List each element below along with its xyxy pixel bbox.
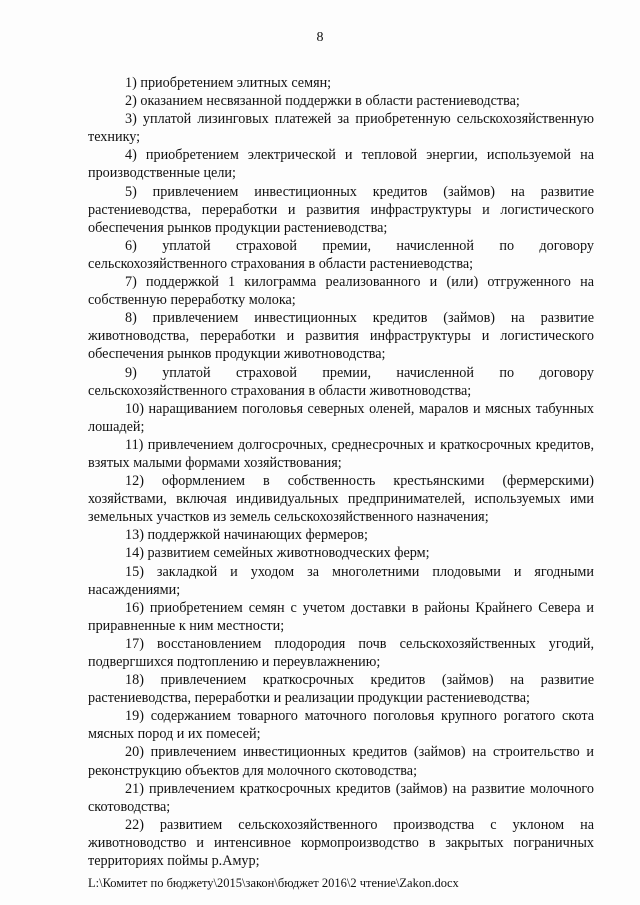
footer-file-path: L:\Комитет по бюджету\2015\закон\бюджет 2016\2 чтение\Zakon.docx — [88, 876, 459, 890]
list-item: 4) приобретением электрической и тепловой энергии, используемой на производственные цели; — [88, 147, 594, 182]
list-item: 21) привлечением краткосрочных кредитов (займов) на развитие молочного скотоводства; — [88, 780, 594, 815]
list-item: 15) закладкой и уходом за многолетними плодовыми и ягодными насаждениями; — [88, 563, 594, 598]
list-item: 12) оформлением в собственность крестьянскими (фермерскими) хозяйствами, включая индивидуальных предпринимателей, используемых ими земельных участков из земель сельскохозяйственного назначения; — [88, 473, 594, 526]
list-item: 6) уплатой страховой премии, начисленной по договору сельскохозяйственного страхования в области растениеводства; — [88, 237, 594, 272]
list-item: 1) приобретением элитных семян; — [125, 75, 332, 91]
list-item: 14) развитием семейных животноводческих ферм; — [125, 545, 430, 562]
list-item: 5) привлечением инвестиционных кредитов (займов) на развитие растениеводства, переработки и развития инфраструктуры и логистического обеспечения рынков продукции растениеводства; — [88, 183, 594, 236]
list-item: 9) уплатой страховой премии, начисленной по договору сельскохозяйственного страхования в области животноводства; — [88, 364, 594, 399]
list-item: 10) наращиванием поголовья северных оленей, маралов и мясных табунных лошадей; — [88, 400, 594, 435]
list-item: 11) привлечением долгосрочных, среднесрочных и краткосрочных кредитов, взятых малыми формами хозяйствования; — [88, 436, 594, 471]
list-item: 22) развитием сельскохозяйственного производства с уклоном на животноводство и интенсивное кормопроизводство в закрытых пограничных территориях поймы р.Амур; — [88, 816, 594, 870]
list-item: 3) уплатой лизинговых платежей за приобретенную сельскохозяйственную технику; — [88, 111, 594, 146]
list-item: 19) содержанием товарного маточного поголовья крупного рогатого скота мясных пород и их помесей; — [88, 708, 594, 743]
list-item: 16) приобретением семян с учетом доставки в районы Крайнего Севера и приравненные к ним местности; — [88, 599, 594, 634]
list-item: 13) поддержкой начинающих фермеров; — [125, 527, 368, 544]
list-item: 8) привлечением инвестиционных кредитов (займов) на развитие животноводства, переработки и развития инфраструктуры и логистического обеспечения рынков продукции животноводства; — [88, 310, 594, 363]
list-item: 17) восстановлением плодородия почв сельскохозяйственных угодий, подвергшихся подтоплению и переувлажнению; — [88, 635, 594, 670]
document-body — [88, 74, 594, 870]
page-number: 8 — [316, 30, 324, 45]
list-item: 2) оказанием несвязанной поддержки в области растениеводства; — [125, 93, 520, 110]
list-item: 18) привлечением краткосрочных кредитов (займов) на развитие растениеводства, переработки и реализации продукции растениеводства; — [88, 672, 594, 707]
list-item: 20) привлечением инвестиционных кредитов (займов) на строительство и реконструкцию объектов для молочного скотоводства; — [88, 744, 594, 779]
list-item: 7) поддержкой 1 килограмма реализованного и (или) отгруженного на собственную переработку молока; — [88, 274, 594, 309]
